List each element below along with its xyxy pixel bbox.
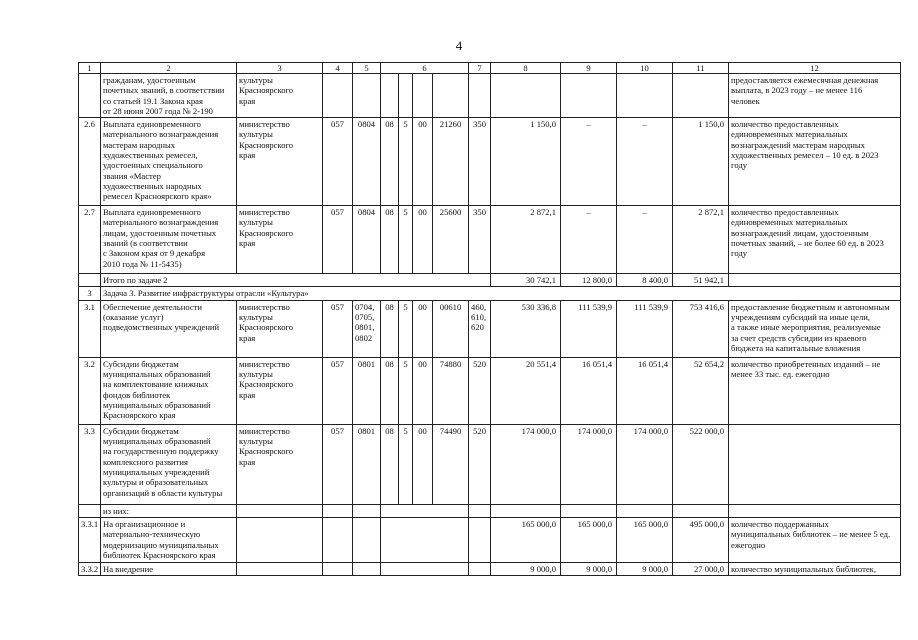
empty-cell xyxy=(673,504,729,517)
header-cell: 8 xyxy=(491,63,561,74)
csr-code-3 xyxy=(413,74,433,118)
csr-code-4: 25600 xyxy=(433,206,469,274)
empty-cell xyxy=(79,274,101,287)
table-row xyxy=(79,563,901,576)
rzpr-code xyxy=(353,518,381,563)
empty-cell xyxy=(617,504,673,517)
amount-total: 2 872,1 xyxy=(673,206,729,274)
responsible: министерство культуры Красноярского края xyxy=(237,300,323,357)
amount-total: 522 000,0 xyxy=(673,424,729,504)
csr-code-3: 00 xyxy=(413,357,433,424)
row-number: 3.1 xyxy=(79,300,101,357)
amount-year3: 111 539,9 xyxy=(617,300,673,357)
subheading-row xyxy=(79,504,901,517)
total-label: Итого по задаче 2 xyxy=(101,274,491,287)
table-row xyxy=(79,357,901,424)
rzpr-code: 0804 xyxy=(353,118,381,206)
csr-code-3: 00 xyxy=(413,118,433,206)
table-row xyxy=(79,300,901,357)
header-cell: 10 xyxy=(617,63,673,74)
header-row xyxy=(79,63,901,74)
rzpr-code: 0704, 0705, 0801, 0802 xyxy=(353,300,381,357)
header-cell: 12 xyxy=(729,63,901,74)
expected-result: количество муниципальных библиотек, xyxy=(729,563,901,576)
empty-cell xyxy=(237,504,323,517)
amount-year3: – xyxy=(617,206,673,274)
empty-cell xyxy=(491,504,561,517)
vr-code: 460, 610, 620 xyxy=(469,300,491,357)
expected-result: предоставляется ежемесячная денежная выплата, в 2023 году – не менее 116 человек xyxy=(729,74,901,118)
amount-year1 xyxy=(491,74,561,118)
amount-total: 27 000,0 xyxy=(673,563,729,576)
empty-cell xyxy=(353,504,381,517)
responsible: министерство культуры Красноярского края xyxy=(237,424,323,504)
activity-name: Выплата единовременного материального вознаграждения лицам, удостоенным почетных званий (в соответствии с Законом края от 9 декабря 2010 года № 11-5435) xyxy=(101,206,237,274)
expected-result: количество приобретенных изданий – не менее 33 тыс. ед. ежегодно xyxy=(729,357,901,424)
amount-year1: 530 336,8 xyxy=(491,300,561,357)
amount-year2: 9 000,0 xyxy=(561,563,617,576)
amount-total xyxy=(673,74,729,118)
row-number: 3 xyxy=(79,287,101,300)
responsible xyxy=(237,518,323,563)
responsible xyxy=(237,563,323,576)
responsible: министерство культуры Красноярского края xyxy=(237,118,323,206)
expected-result: предоставление бюджетным и автономным учреждениям субсидий на иные цели, а также иные мероприятия, реализуемые за счет средств субсидии из краевого бюджета на капитальные вложения xyxy=(729,300,901,357)
amount-year2: 16 051,4 xyxy=(561,357,617,424)
csr-code-4: 00610 xyxy=(433,300,469,357)
expected-result xyxy=(729,424,901,504)
amount-year2: – xyxy=(561,118,617,206)
header-cell: 6 xyxy=(381,63,469,74)
csr-code-1: 08 xyxy=(381,357,399,424)
activity-name: Выплата единовременного материального вознаграждения мастерам народных художественных ремесел, удостоенных специального звания «Мастер художественных народных ремесел Красноярского края» xyxy=(101,118,237,206)
amount-total: 52 654,2 xyxy=(673,357,729,424)
csr-code-2: 5 xyxy=(399,357,413,424)
row-number xyxy=(79,74,101,118)
csr-code-4 xyxy=(433,74,469,118)
csr-code-3: 00 xyxy=(413,206,433,274)
header-cell: 7 xyxy=(469,63,491,74)
section-title: Задача 3. Развитие инфраструктуры отрасли «Культура» xyxy=(101,287,901,300)
grbs-code: 057 xyxy=(323,118,353,206)
row-number: 2.6 xyxy=(79,118,101,206)
activity-name: Обеспечение деятельности (оказание услуг) подведомственных учреждений xyxy=(101,300,237,357)
csr-code-2 xyxy=(399,74,413,118)
grbs-code xyxy=(323,563,353,576)
empty-cell xyxy=(79,504,101,517)
row-number: 2.7 xyxy=(79,206,101,274)
grbs-code: 057 xyxy=(323,300,353,357)
amount-year2 xyxy=(561,74,617,118)
csr-code xyxy=(381,563,469,576)
table-row xyxy=(79,424,901,504)
activity-name: На организационное и материально-техническую модернизацию муниципальных библиотек Красноярского края xyxy=(101,518,237,563)
total-year3: 8 400,0 xyxy=(617,274,673,287)
activity-name: Субсидии бюджетам муниципальных образований на государственную поддержку комплексного развития муниципальных учреждений культуры и образовательных организаций в области культуры xyxy=(101,424,237,504)
rzpr-code: 0801 xyxy=(353,357,381,424)
expected-result: количество предоставленных единовременных материальных вознаграждений мастерам народных художественных ремесел – 10 ед. в 2023 году xyxy=(729,118,901,206)
amount-year3: 9 000,0 xyxy=(617,563,673,576)
csr-code-4: 21260 xyxy=(433,118,469,206)
activity-name: На внедрение xyxy=(101,563,237,576)
csr-code-2: 5 xyxy=(399,118,413,206)
rzpr-code xyxy=(353,563,381,576)
rzpr-code: 0801 xyxy=(353,424,381,504)
amount-total: 753 416,6 xyxy=(673,300,729,357)
amount-year1: 165 000,0 xyxy=(491,518,561,563)
amount-year2: 165 000,0 xyxy=(561,518,617,563)
csr-code-4: 74880 xyxy=(433,357,469,424)
header-cell: 3 xyxy=(237,63,323,74)
header-cell: 11 xyxy=(673,63,729,74)
total-year1: 30 742,1 xyxy=(491,274,561,287)
amount-year1: 9 000,0 xyxy=(491,563,561,576)
csr-code-3: 00 xyxy=(413,300,433,357)
total-year2: 12 800,0 xyxy=(561,274,617,287)
csr-code-1: 08 xyxy=(381,300,399,357)
page-number: 4 xyxy=(455,38,463,53)
total-sum: 51 942,1 xyxy=(673,274,729,287)
empty-cell xyxy=(381,504,469,517)
table-row xyxy=(79,206,901,274)
header-cell: 5 xyxy=(353,63,381,74)
csr-code-2: 5 xyxy=(399,424,413,504)
program-table xyxy=(78,62,901,576)
header-cell: 1 xyxy=(79,63,101,74)
grbs-code: 057 xyxy=(323,206,353,274)
amount-year1: 174 000,0 xyxy=(491,424,561,504)
amount-year2: 174 000,0 xyxy=(561,424,617,504)
responsible: министерство культуры Красноярского края xyxy=(237,357,323,424)
amount-total: 495 000,0 xyxy=(673,518,729,563)
grbs-code xyxy=(323,74,353,118)
activity-name: гражданам, удостоенным почетных званий, в соответствии со статьей 19.1 Закона края от 28 июня 2007 года № 2-190 xyxy=(101,74,237,118)
header-cell: 9 xyxy=(561,63,617,74)
table-row xyxy=(79,518,901,563)
amount-year1: 2 872,1 xyxy=(491,206,561,274)
amount-year3: – xyxy=(617,118,673,206)
header-cell: 2 xyxy=(101,63,237,74)
expected-result: количество предоставленных единовременных материальных вознаграждений лицам, удостоенным почетных званий, – не более 60 ед. в 2023 году xyxy=(729,206,901,274)
vr-code xyxy=(469,563,491,576)
csr-code xyxy=(381,518,469,563)
csr-code-2: 5 xyxy=(399,300,413,357)
vr-code xyxy=(469,74,491,118)
rzpr-code xyxy=(353,74,381,118)
amount-year3: 16 051,4 xyxy=(617,357,673,424)
csr-code-4: 74490 xyxy=(433,424,469,504)
csr-code-2: 5 xyxy=(399,206,413,274)
empty-cell xyxy=(469,504,491,517)
amount-year1: 1 150,0 xyxy=(491,118,561,206)
amount-year3: 174 000,0 xyxy=(617,424,673,504)
section-row xyxy=(79,287,901,300)
vr-code: 520 xyxy=(469,424,491,504)
row-number: 3.3 xyxy=(79,424,101,504)
subheading-label: из них: xyxy=(101,504,237,517)
amount-year3 xyxy=(617,74,673,118)
row-number: 3.3.1 xyxy=(79,518,101,563)
grbs-code: 057 xyxy=(323,357,353,424)
amount-year1: 20 551,4 xyxy=(491,357,561,424)
csr-code-1: 08 xyxy=(381,424,399,504)
header-cell: 4 xyxy=(323,63,353,74)
csr-code-3: 00 xyxy=(413,424,433,504)
table-row xyxy=(79,74,901,118)
csr-code-1: 08 xyxy=(381,118,399,206)
amount-total: 1 150,0 xyxy=(673,118,729,206)
activity-name: Субсидии бюджетам муниципальных образований на комплектование книжных фондов библиотек муниципальных образований Красноярского края xyxy=(101,357,237,424)
row-number: 3.2 xyxy=(79,357,101,424)
vr-code: 350 xyxy=(469,206,491,274)
amount-year2: – xyxy=(561,206,617,274)
total-row xyxy=(79,274,901,287)
vr-code xyxy=(469,518,491,563)
responsible: культуры Красноярского края xyxy=(237,74,323,118)
csr-code-1 xyxy=(381,74,399,118)
empty-cell xyxy=(561,504,617,517)
empty-cell xyxy=(729,274,901,287)
csr-code-1: 08 xyxy=(381,206,399,274)
grbs-code: 057 xyxy=(323,424,353,504)
empty-cell xyxy=(729,504,901,517)
table-row xyxy=(79,118,901,206)
empty-cell xyxy=(323,504,353,517)
rzpr-code: 0804 xyxy=(353,206,381,274)
vr-code: 520 xyxy=(469,357,491,424)
responsible: министерство культуры Красноярского края xyxy=(237,206,323,274)
row-number: 3.3.2 xyxy=(79,563,101,576)
amount-year3: 165 000,0 xyxy=(617,518,673,563)
grbs-code xyxy=(323,518,353,563)
expected-result: количество поддержанных муниципальных библиотек – не менее 5 ед. ежегодно xyxy=(729,518,901,563)
amount-year2: 111 539,9 xyxy=(561,300,617,357)
vr-code: 350 xyxy=(469,118,491,206)
